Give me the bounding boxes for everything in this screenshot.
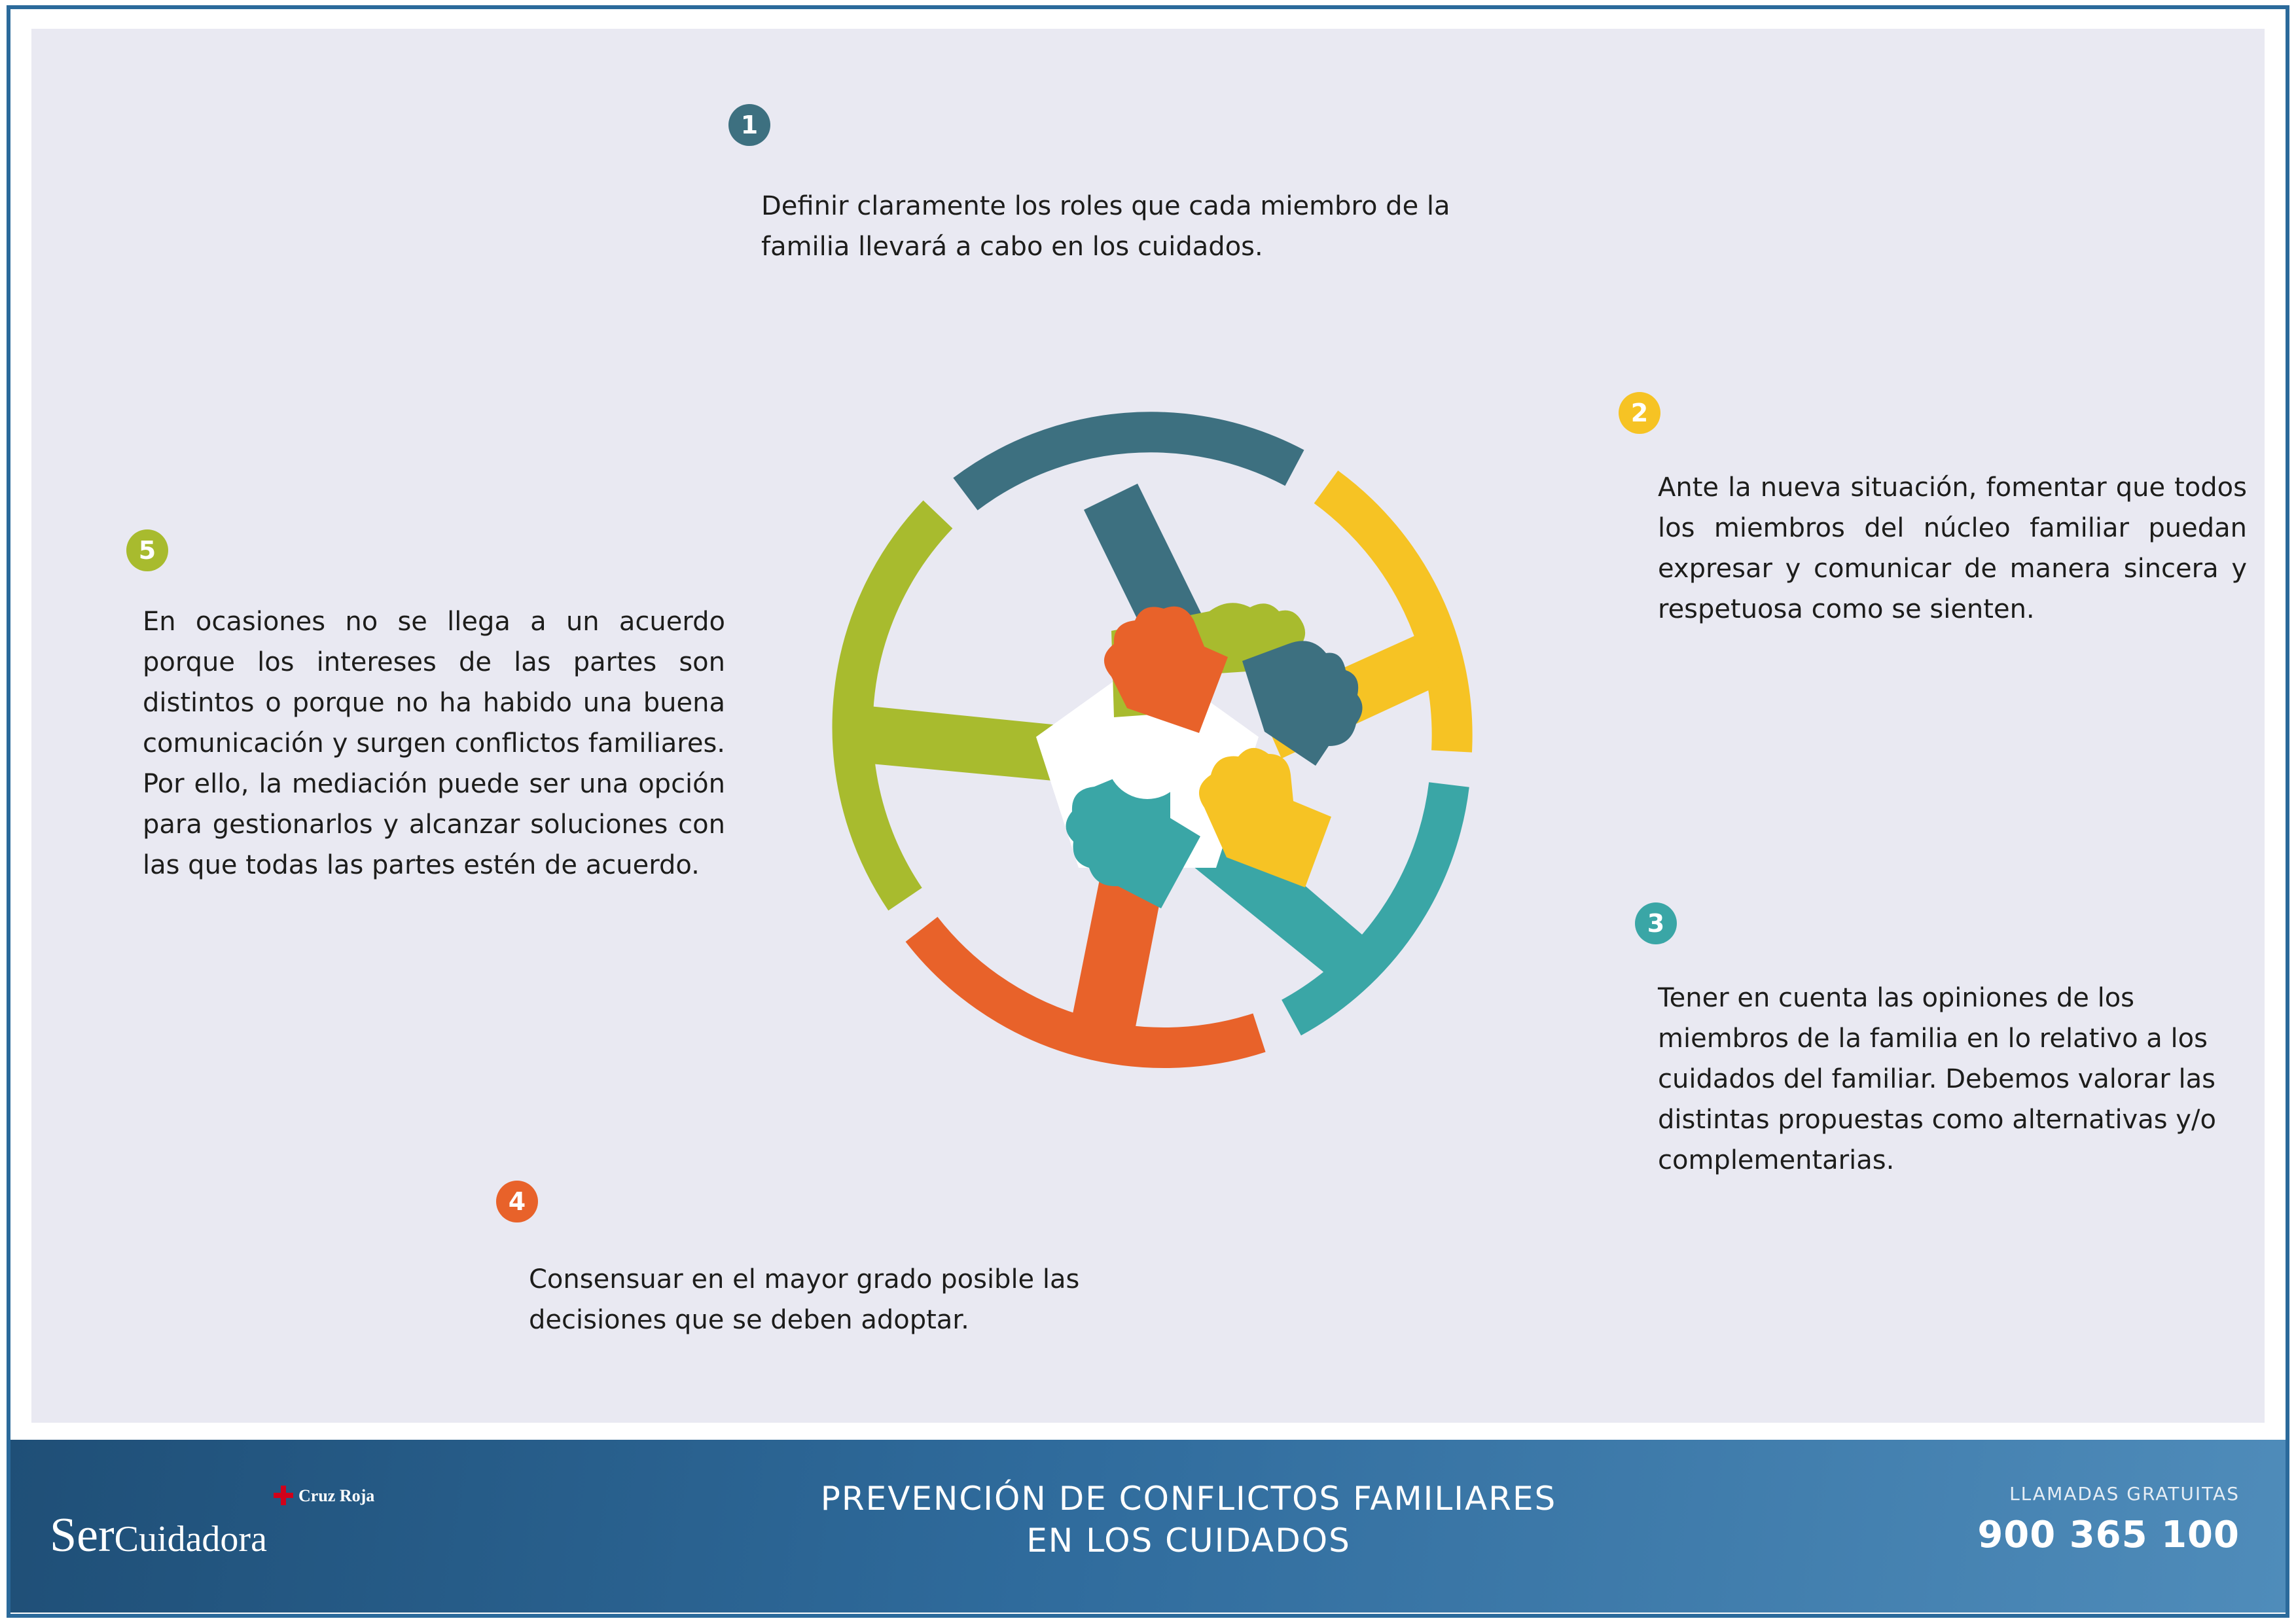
step-text-5: En ocasiones no se llega a un acuerdo porque los intereses de las partes son distintos o porque no ha habido una buena comunicación y surgen conflictos familiares. Por ello, la mediación puede ser una opción para gestionarlos y alcanzar soluciones con las que todas las partes estén de acuerdo. — [143, 607, 725, 880]
step-text-2: Ante la nueva situación, fomentar que todos los miembros del núcleo familiar puedan expresar y comunicar de manera sincera y respetuosa como se sienten. — [1658, 473, 2247, 624]
red-cross-icon — [274, 1486, 293, 1505]
logo-ser: Ser — [50, 1508, 115, 1562]
step-text-1: Definir claramente los roles que cada miembro de la familia llevará a cabo en los cuidados. — [761, 191, 1450, 262]
step-badge-5-number: 5 — [138, 536, 156, 565]
five-hands-circle-diagram — [712, 349, 1583, 1246]
step-badge-2 — [1619, 392, 1660, 434]
step-badge-1-number: 1 — [740, 111, 759, 139]
footer-title — [600, 1478, 1778, 1561]
step-badge-1 — [728, 104, 770, 146]
phone-label: LLAMADAS GRATUITAS — [2009, 1483, 2240, 1505]
logo-wordmark — [50, 1508, 267, 1563]
step-badge-2-number: 2 — [1630, 399, 1649, 427]
step-badge-3 — [1635, 902, 1677, 944]
step-text-4: Consensuar en el mayor grado posible las decisiones que se deben adoptar. — [529, 1264, 1080, 1335]
footer-title-line1: PREVENCIÓN DE CONFLICTOS FAMILIARES — [820, 1480, 1557, 1518]
phone-block — [1977, 1483, 2240, 1556]
cruz-roja-label: Cruz Roja — [298, 1486, 375, 1505]
content-panel — [31, 29, 2265, 1423]
phone-number: 900 365 100 — [1977, 1514, 2240, 1556]
sercuidadora-logo — [50, 1474, 469, 1578]
footer-title-line2: EN LOS CUIDADOS — [1026, 1522, 1351, 1560]
cruz-roja-logo — [274, 1486, 374, 1506]
step-badge-3-number: 3 — [1647, 909, 1665, 938]
step-badge-4-number: 4 — [508, 1187, 526, 1216]
step-badge-4 — [496, 1181, 538, 1222]
footer-bar — [10, 1440, 2286, 1613]
step-text-3: Tener en cuenta las opiniones de los miembros de la familia en lo relativo a los cuidados del familiar. Debemos valorar las distintas propuestas como alternativas y/o complementarias. — [1658, 983, 2216, 1175]
logo-cuidadora: Cuidadora — [114, 1519, 267, 1560]
step-badge-5 — [126, 529, 168, 571]
